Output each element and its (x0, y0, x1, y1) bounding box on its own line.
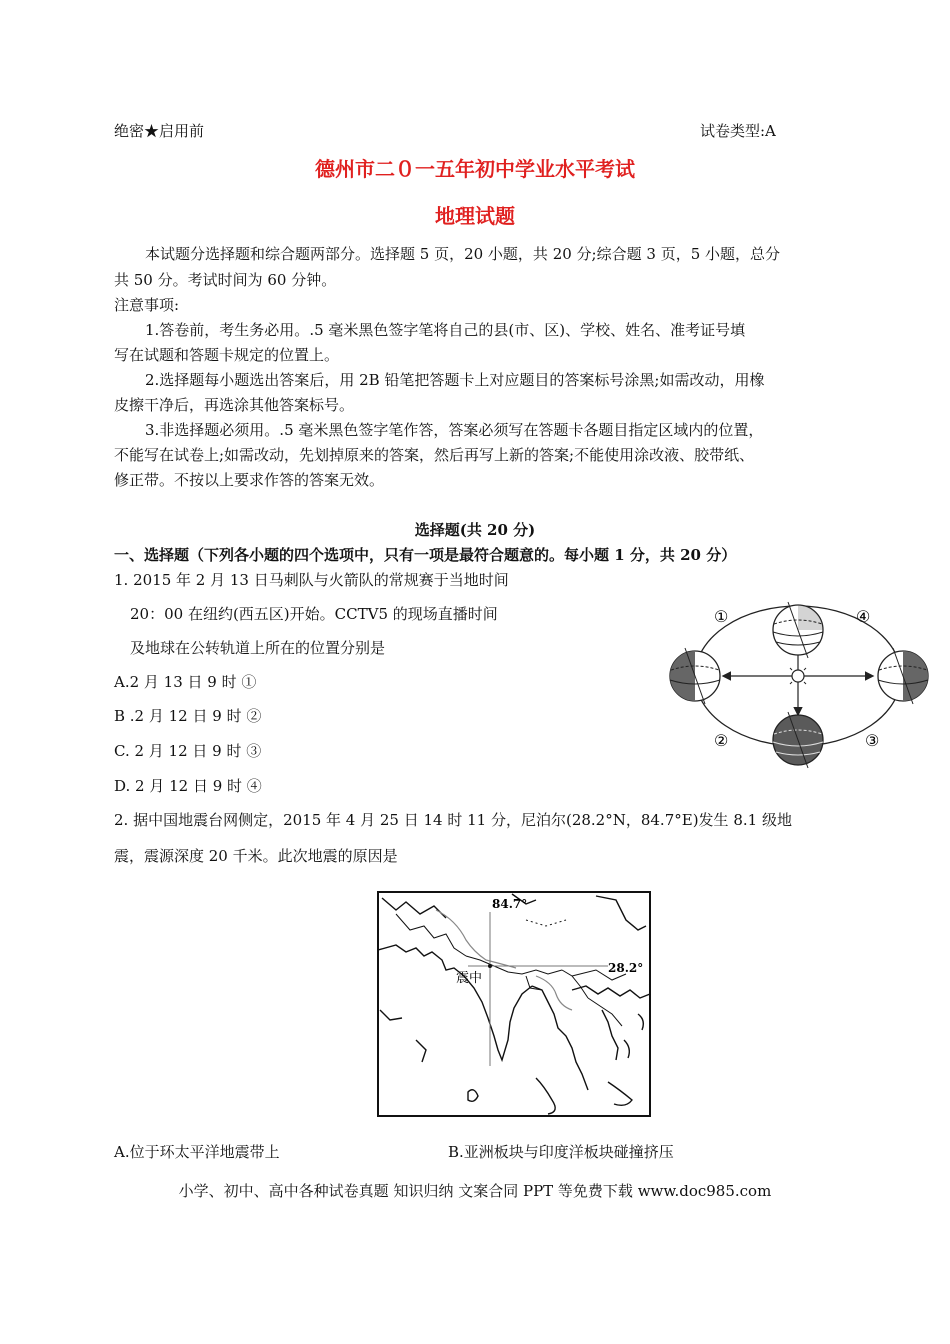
q1-line-1: 1. 2015 年 2 月 13 日马刺队与火箭队的常规赛于当地时间 (114, 571, 509, 589)
q1-line-2: 20：00 在纽约(西五区)开始。CCTV5 的现场直播时间 (130, 605, 498, 623)
orbit-diagram (660, 596, 940, 772)
note-1b: 写在试题和答题卡规定的位置上。 (114, 346, 340, 364)
intro-line-1: 本试题分选择题和综合题两部分。选择题 5 页，20 小题，共 20 分;综合题 3 页，5 小题，总分 (145, 245, 781, 263)
epicenter-label: 震中 (456, 971, 483, 986)
section-heading: 一、选择题（下列各小题的四个选项中，只有一项是最符合题意的。每小题 1 分，共 20 分） (114, 546, 737, 564)
footer-text: 小学、初中、高中各种试卷真题 知识归纳 文案合同 PPT 等免费下载 www.doc985.com (178, 1182, 772, 1200)
q2-line-2: 震，震源深度 20 千米。此次地震的原因是 (114, 847, 398, 865)
paper-type-label: 试卷类型:A (700, 122, 776, 140)
note-3a: 3.非选择题必须用。.5 毫米黑色签字笔作答，答案必须写在答题卡各题目指定区域内的位置， (145, 421, 764, 439)
q1-option-a: A.2 月 13 日 9 时 ① (114, 673, 257, 691)
note-3c: 修正带。不按以上要求作答的答案无效。 (114, 471, 385, 489)
q1-option-c: C. 2 月 12 日 9 时 ③ (114, 742, 262, 760)
orbit-label-1: ① (714, 607, 729, 626)
latitude-label: 28.2° (608, 961, 644, 975)
q1-option-b: B .2 月 12 日 9 时 ② (114, 707, 262, 725)
orbit-label-3: ③ (865, 731, 880, 750)
note-3b: 不能写在试卷上;如需改动，先划掉原来的答案，然后再写上新的答案;不能使用涂改液、胶带纸、 (114, 446, 755, 464)
orbit-label-2: ② (714, 731, 729, 750)
q2-option-a: A.位于环太平洋地震带上 (114, 1143, 280, 1161)
earth-top (773, 602, 823, 658)
note-2b: 皮擦干净后，再选涂其他答案标号。 (114, 396, 355, 414)
exam-subtitle: 地理试题 (435, 204, 515, 228)
epicenter-dot (488, 964, 492, 968)
section-title: 选择题(共 20 分) (414, 521, 536, 539)
note-2a: 2.选择题每小题选出答案后，用 2B 铅笔把答题卡上对应题目的答案标号涂黑;如需改动，用橡 (145, 371, 765, 389)
earth-bottom (773, 712, 823, 768)
nepal-map (376, 890, 652, 1118)
q2-line-1: 2. 据中国地震台网侧定，2015 年 4 月 25 日 14 时 11 分，尼泊尔(28.2°N，84.7°E)发生 8.1 级地 (114, 811, 792, 829)
orbit-label-4: ④ (856, 607, 871, 626)
q1-option-d: D. 2 月 12 日 9 时 ④ (114, 777, 262, 795)
note-1a: 1.答卷前，考生务必用。.5 毫米黑色签字笔将自己的县(市、区)、学校、姓名、准考证号填 (145, 321, 746, 339)
earth-left (670, 648, 720, 704)
longitude-label: 84.7° (492, 897, 528, 911)
exam-title: 德州市二０一五年初中学业水平考试 (315, 157, 635, 181)
intro-line-2: 共 50 分。考试时间为 60 分钟。 (114, 271, 337, 289)
q2-option-b: B.亚洲板块与印度洋板块碰撞挤压 (448, 1143, 674, 1161)
q1-line-3: 及地球在公转轨道上所在的位置分别是 (130, 639, 386, 657)
notes-heading: 注意事项: (114, 296, 180, 314)
confidential-label: 绝密★启用前 (114, 122, 205, 140)
earth-right (878, 648, 928, 704)
